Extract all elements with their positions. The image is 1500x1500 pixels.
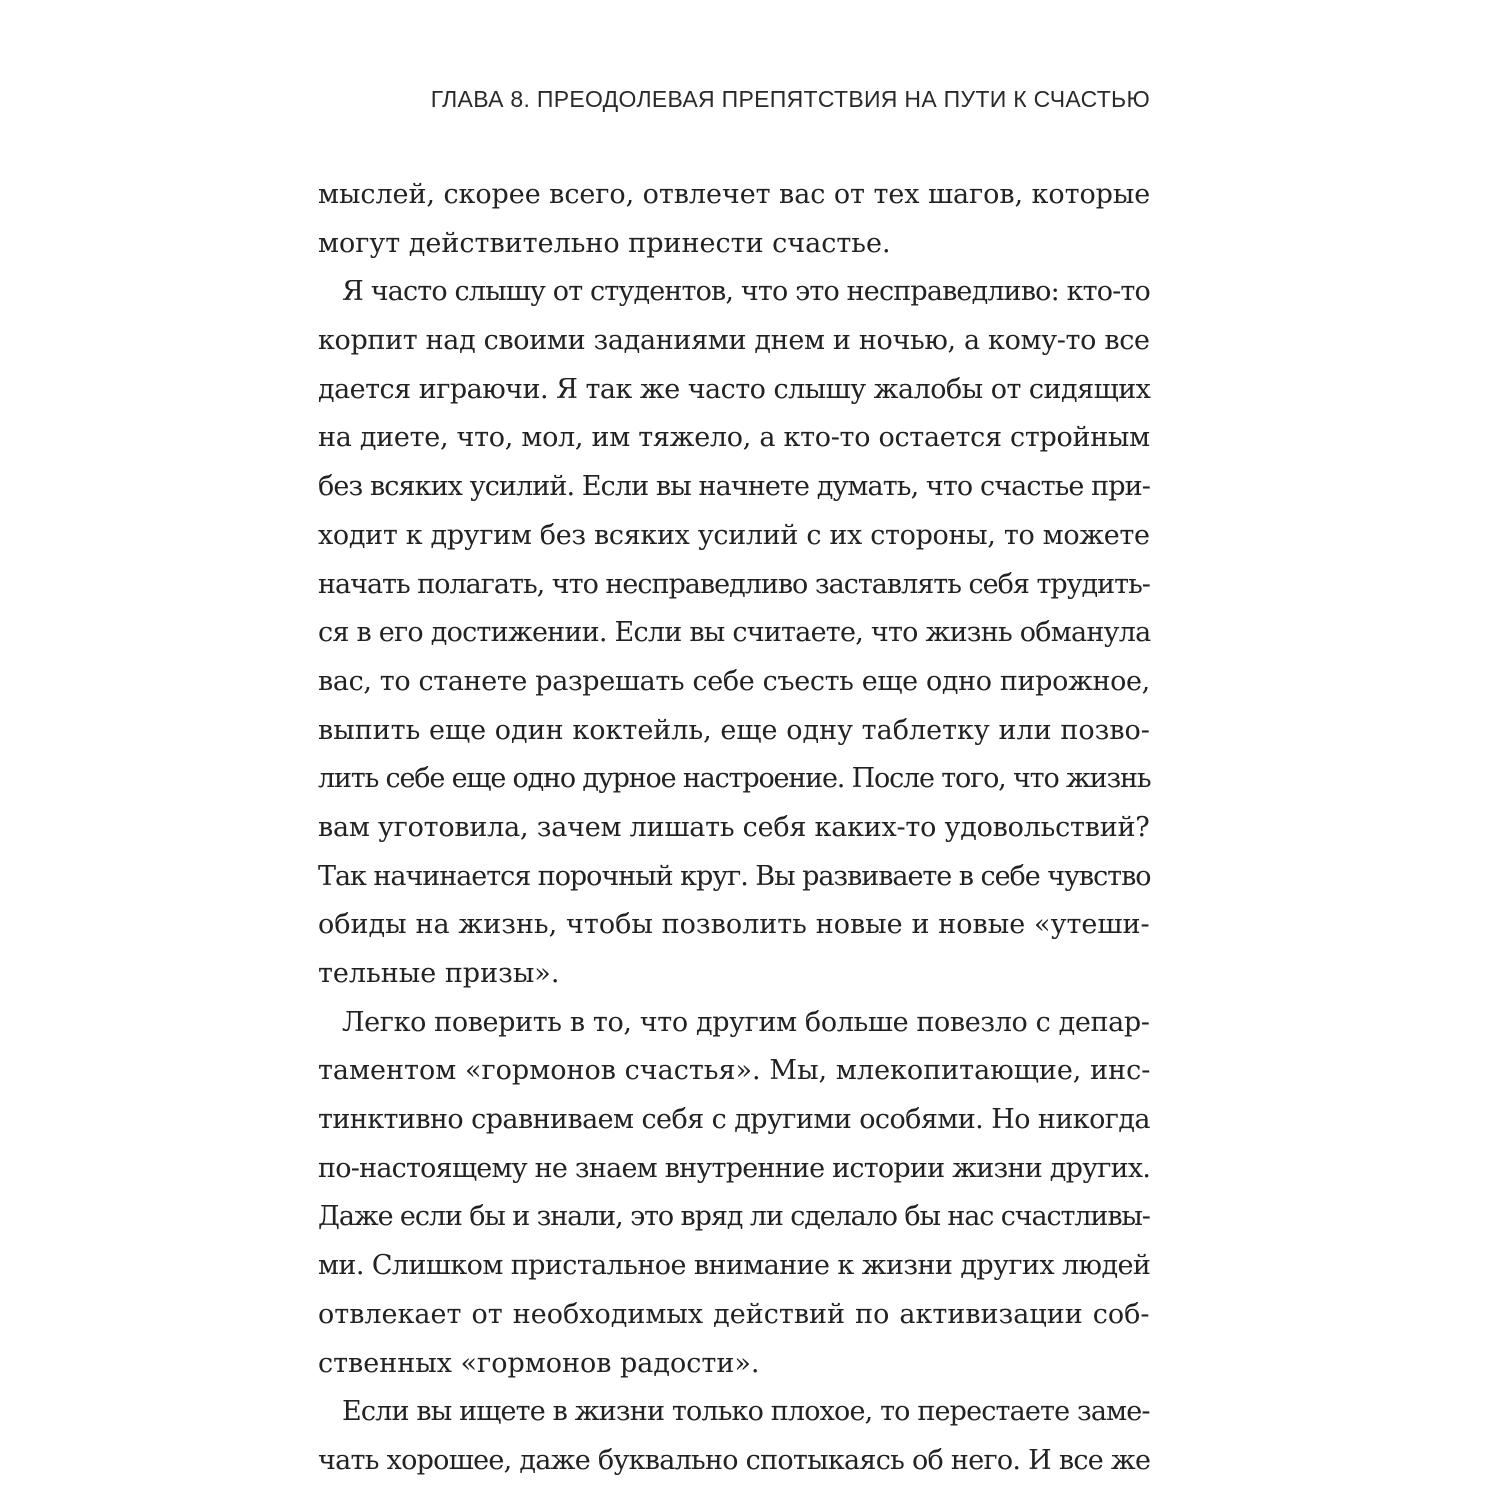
text-line: отвлекает от необходимых действий по активизации соб- (318, 1298, 1150, 1330)
paragraph-start-line: Легко поверить в то, что другим больше повезло с депар- (342, 1006, 1150, 1038)
text-line: мыслей, скорее всего, отвлечет вас от тех шагов, которые (318, 179, 1151, 210)
body-text (318, 171, 1150, 1486)
text-line: могут действительно принести счастье. (318, 227, 891, 259)
text-line: тинктивно сравниваем себя с другими особями. Но никогда (318, 1104, 1150, 1136)
text-line: Даже если бы и знали, это вряд ли сделало бы нас счастливы- (318, 1201, 1150, 1233)
paragraph-start-line: Я часто слышу от студентов, что это несправедливо: кто-то (342, 276, 1150, 308)
text-line: чать хорошее, даже буквально спотыкаясь об него. И все же (318, 1444, 1151, 1476)
text-line: вас, то станете разрешать себе съесть еще одно пирожное, (318, 665, 1150, 697)
text-line: ходит к другим без всяких усилий с их стороны, то можете (318, 519, 1150, 551)
text-line: лить себе еще одно дурное настроение. После того, что жизнь (318, 763, 1151, 795)
text-line: по-настоящему не знаем внутренние истории жизни других. (318, 1152, 1151, 1184)
text-line: обиды на жизнь, чтобы позволить новые и новые «утеши- (318, 909, 1150, 941)
text-line: ся в его достижении. Если вы считаете, что жизнь обманула (318, 617, 1151, 649)
text-line: дается играючи. Я так же часто слышу жалобы от сидящих (318, 373, 1151, 405)
text-line: выпить еще один коктейль, еще одну таблетку или позво- (318, 714, 1150, 746)
text-line: корпит над своими заданиями днем и ночью, а кому-то все (318, 325, 1150, 357)
text-line: без всяких усилий. Если вы начнете думать, что счастье при- (318, 471, 1150, 503)
text-line: ственных «гормонов радости». (318, 1347, 760, 1379)
text-line: Так начинается порочный круг. Вы развиваете в себе чувство (318, 860, 1151, 892)
text-line: тельные призы». (318, 958, 560, 989)
text-line: ми. Слишком пристальное внимание к жизни других людей (318, 1250, 1151, 1282)
text-line: вам уготовила, зачем лишать себя каких-то удовольствий? (318, 811, 1150, 843)
running-head: ГЛАВА 8. ПРЕОДОЛЕВАЯ ПРЕПЯТСТВИЯ НА ПУТИ К СЧАСТЬЮ (430, 86, 1150, 112)
text-line: таментом «гормонов счастья». Мы, млекопитающие, инс- (318, 1055, 1151, 1087)
text-line: на диете, что, мол, им тяжело, а кто-то остается стройным (318, 422, 1150, 454)
text-line: начать полагать, что несправедливо заставлять себя трудить- (318, 568, 1150, 600)
paragraph-start-line: Если вы ищете в жизни только плохое, то перестаете заме- (342, 1396, 1150, 1428)
